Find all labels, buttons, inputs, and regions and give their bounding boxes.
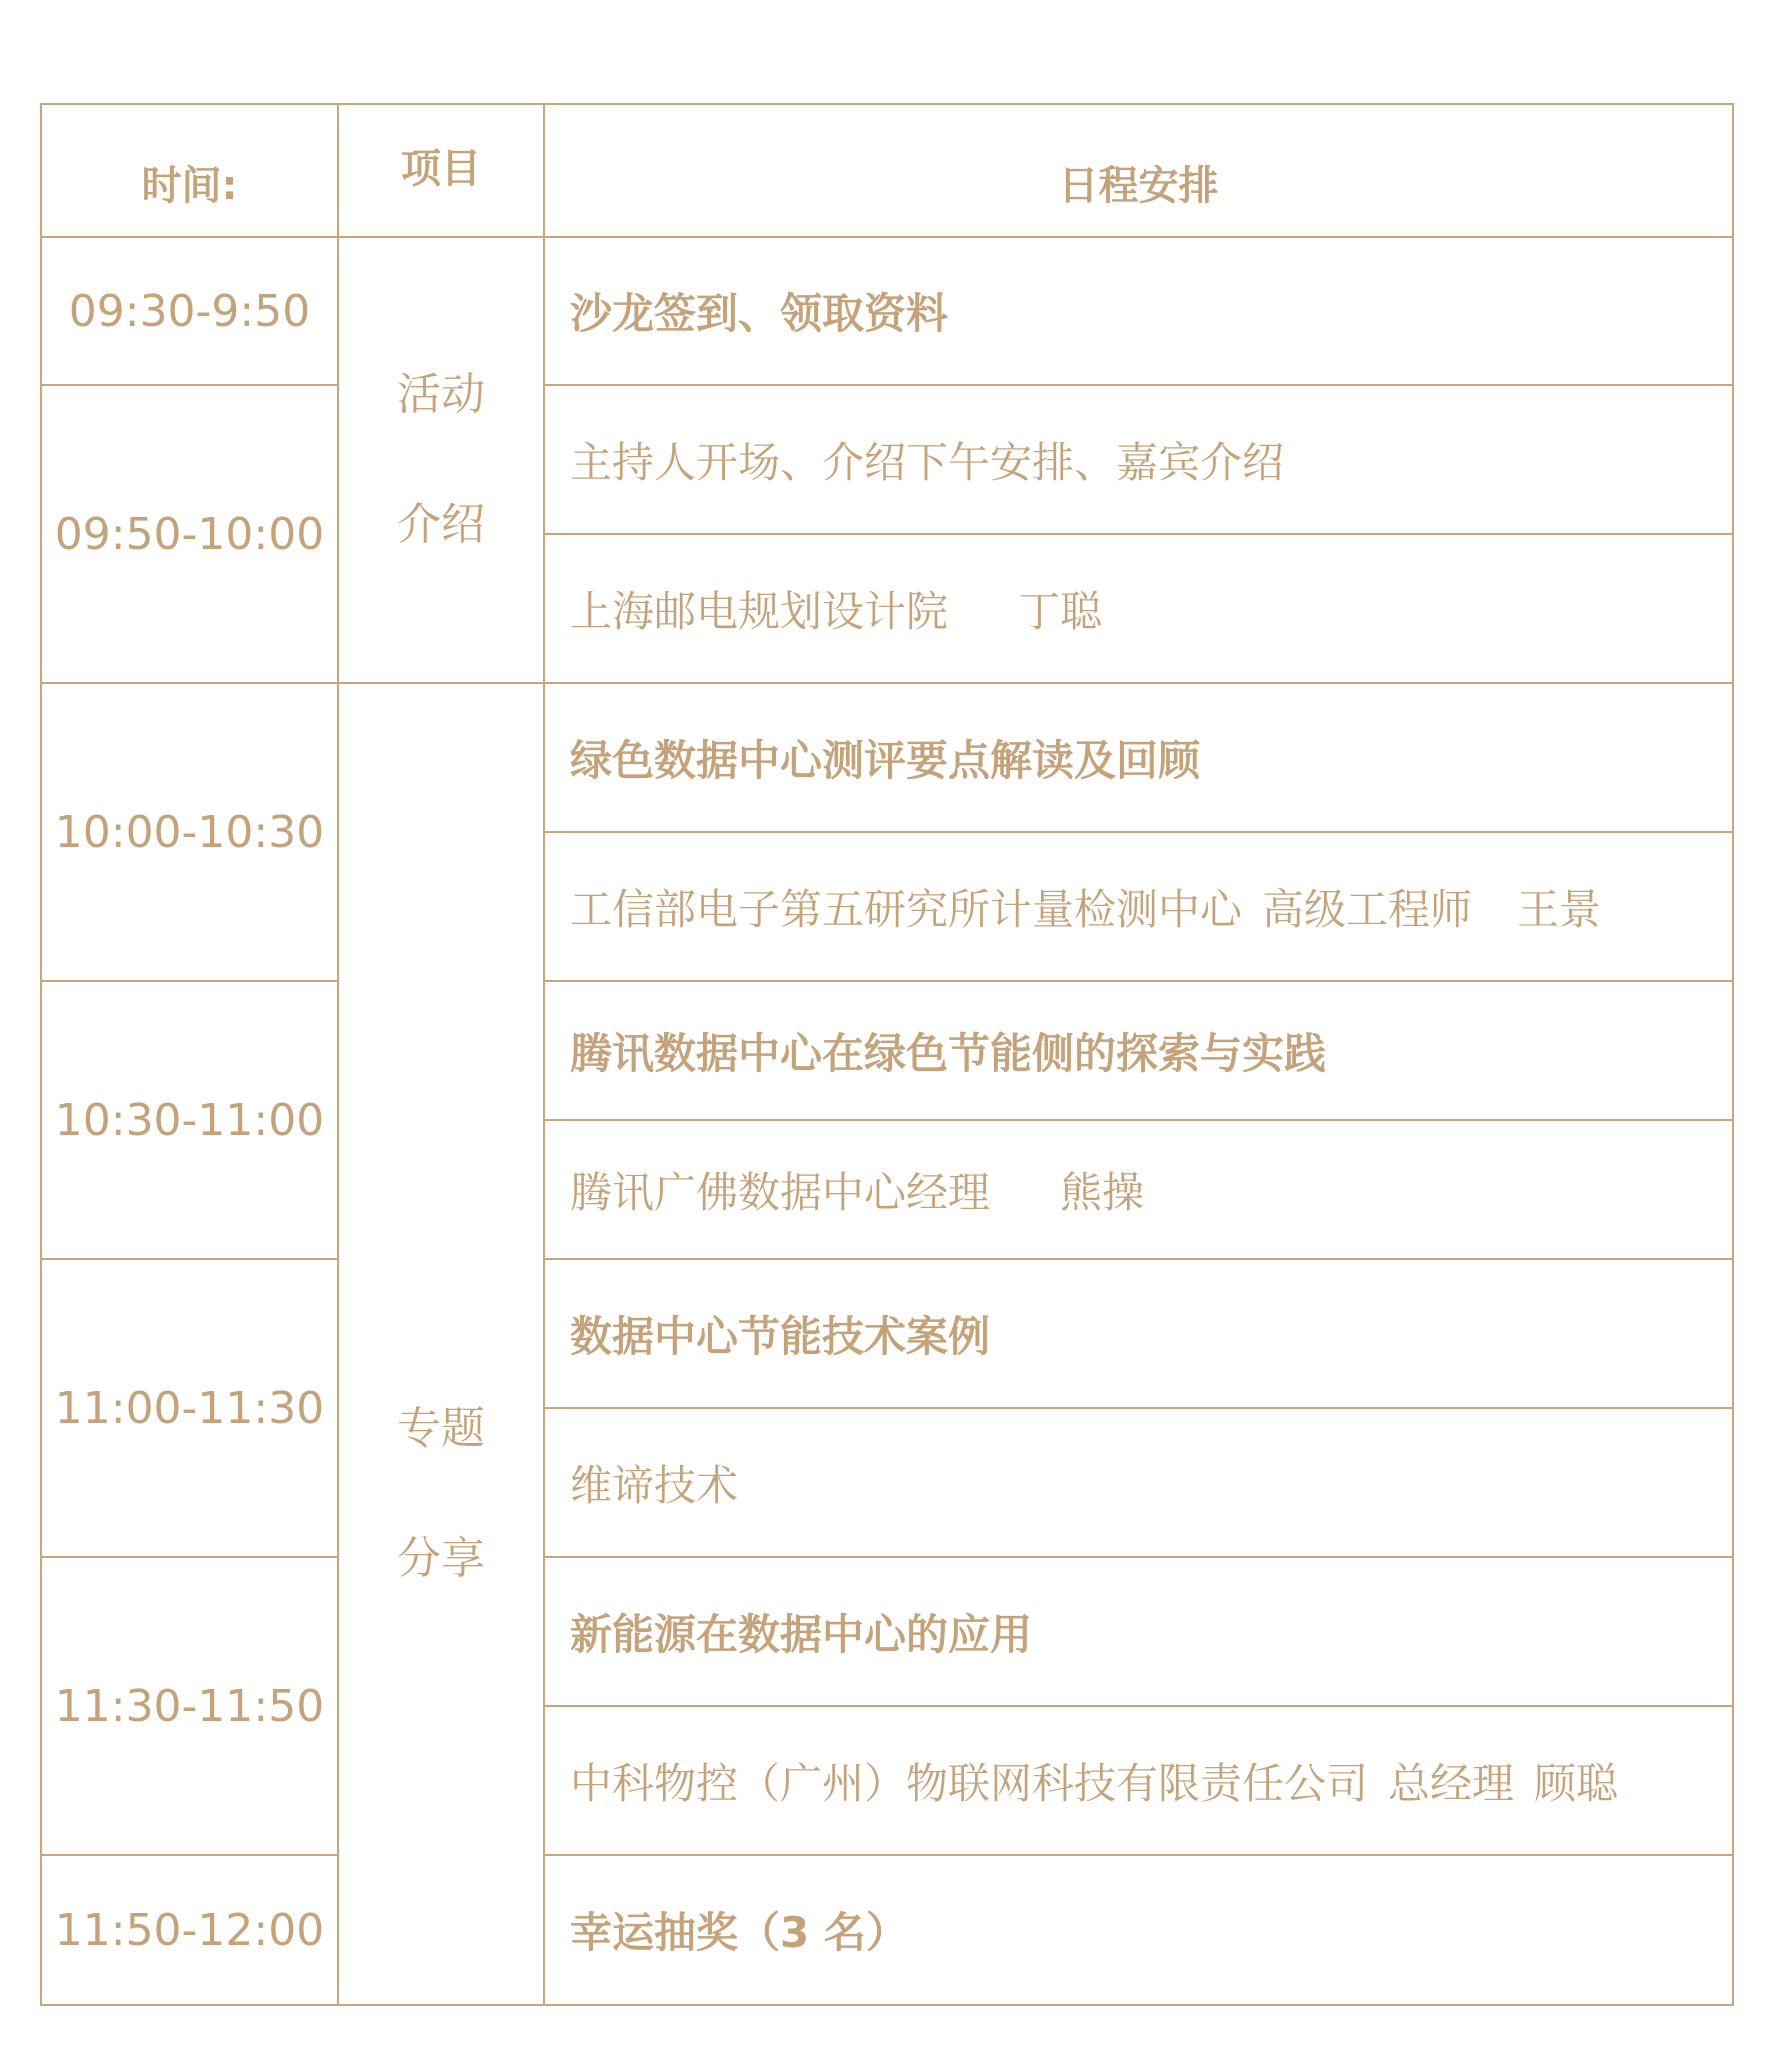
item-talk2-speaker: 腾讯广佛数据中心经理 熊操	[544, 1120, 1733, 1259]
item-talk2-title: 腾讯数据中心在绿色节能侧的探索与实践	[544, 981, 1733, 1120]
table-row	[41, 385, 1733, 534]
item-talk4-title: 新能源在数据中心的应用	[544, 1557, 1733, 1706]
item-signin: 沙龙签到、领取资料	[544, 237, 1733, 385]
time-cell: 10:00-10:30	[41, 683, 338, 981]
time-cell: 09:30-9:50	[41, 237, 338, 385]
time-cell: 11:50-12:00	[41, 1855, 338, 2005]
time-cell: 10:30-11:00	[41, 981, 338, 1259]
header-row	[41, 104, 1733, 237]
header-project: 项目	[338, 104, 544, 237]
project-activity-cell	[338, 237, 544, 683]
item-host-intro: 主持人开场、介绍下午安排、嘉宾介绍	[544, 385, 1733, 534]
table-row	[41, 981, 1733, 1120]
table-row	[41, 683, 1733, 832]
item-host-speaker: 上海邮电规划设计院 丁聪	[544, 534, 1733, 683]
item-talk4-speaker: 中科物控（广州）物联网科技有限责任公司 总经理 顾聪	[544, 1706, 1733, 1855]
item-talk1-speaker: 工信部电子第五研究所计量检测中心 高级工程师 王景	[544, 832, 1733, 981]
project-label: 活动	[397, 369, 485, 420]
item-talk3-title: 数据中心节能技术案例	[544, 1259, 1733, 1408]
header-time: 时间:	[41, 104, 338, 237]
header-schedule: 日程安排	[544, 104, 1733, 237]
project-label: 专题	[397, 1403, 485, 1454]
project-topic-cell	[338, 683, 544, 2005]
project-label: 分享	[397, 1533, 485, 1584]
table-row	[41, 237, 1733, 385]
table-row	[41, 1557, 1733, 1706]
time-cell: 09:50-10:00	[41, 385, 338, 683]
project-label: 介绍	[397, 499, 485, 550]
table-row	[41, 1855, 1733, 2005]
item-talk1-title: 绿色数据中心测评要点解读及回顾	[544, 683, 1733, 832]
time-cell: 11:00-11:30	[41, 1259, 338, 1557]
time-cell: 11:30-11:50	[41, 1557, 338, 1855]
schedule-table	[40, 103, 1734, 2006]
table-row	[41, 1259, 1733, 1408]
item-lottery: 幸运抽奖（3 名）	[544, 1855, 1733, 2005]
item-talk3-speaker: 维谛技术	[544, 1408, 1733, 1557]
